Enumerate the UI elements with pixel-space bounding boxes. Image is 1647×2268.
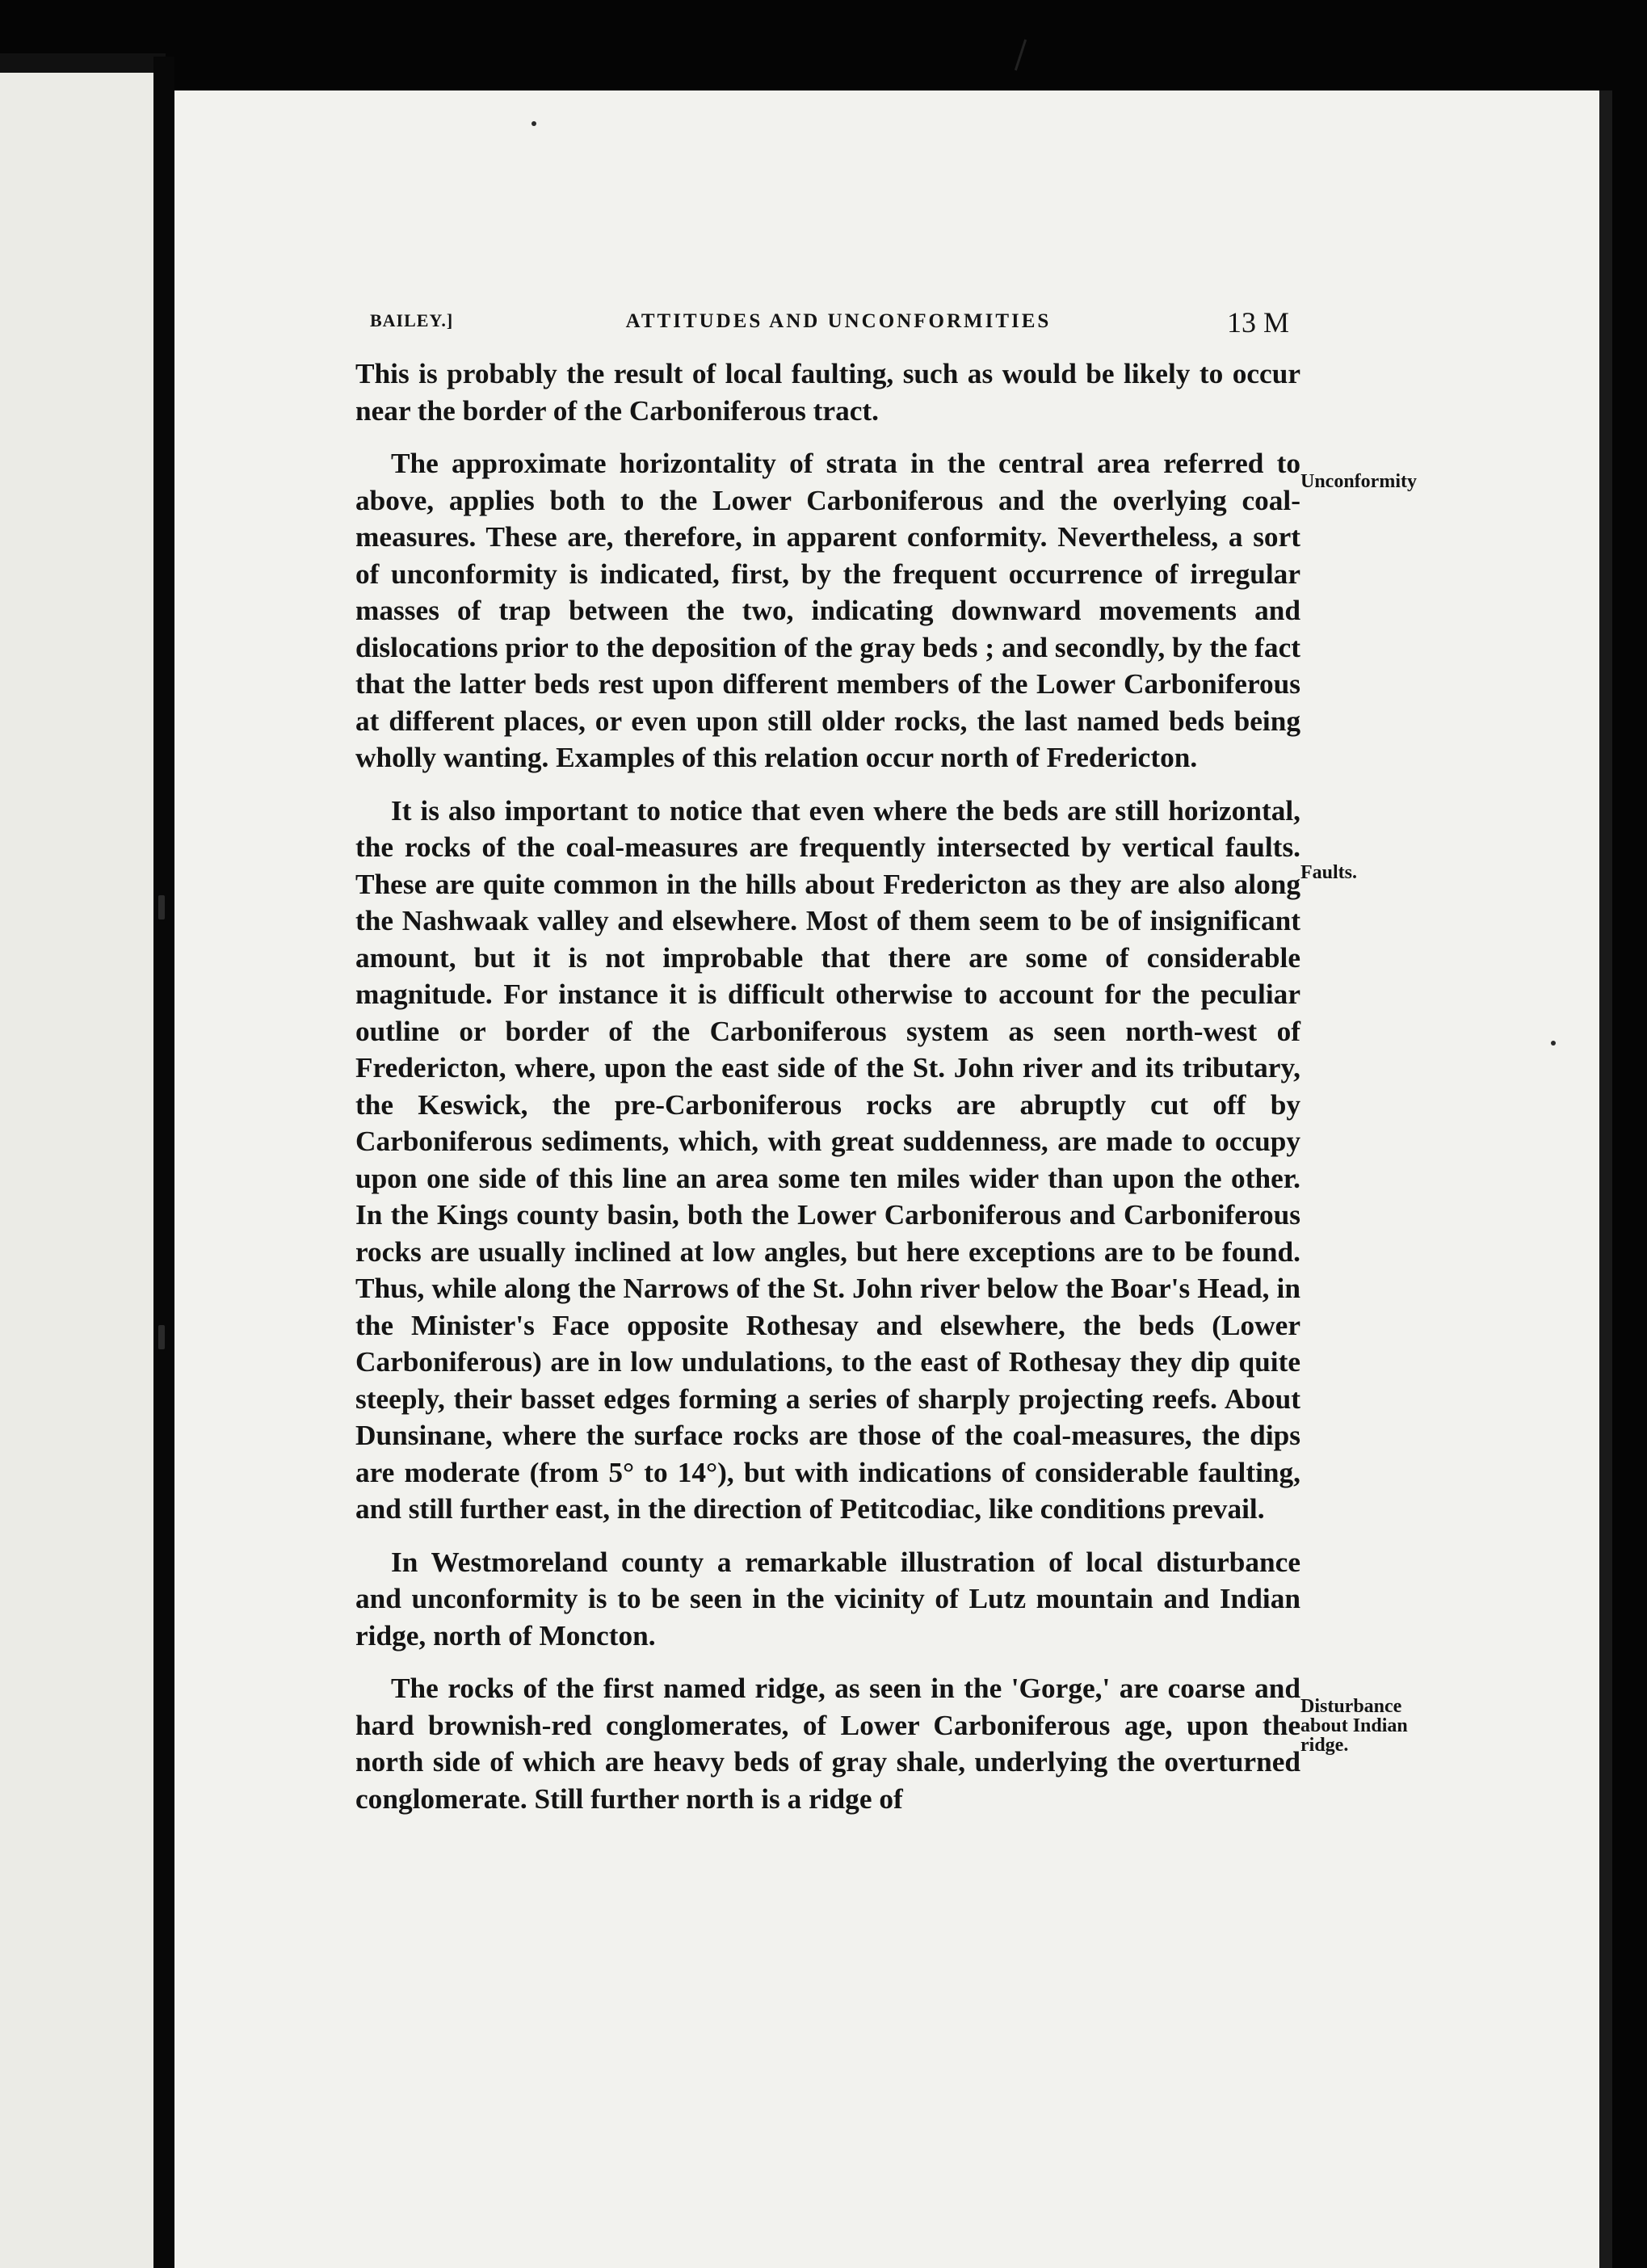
side-note-faults: Faults. <box>1300 862 1358 883</box>
body-text <box>355 356 1300 1833</box>
paragraph: This is probably the result of local faulting, such as would be likely to occur near the border of the Carboniferous tract. <box>355 358 1300 427</box>
previous-page-edge <box>0 53 166 2268</box>
page-number: 13 M <box>1226 306 1289 339</box>
scan-speck <box>158 895 165 919</box>
side-note-disturbance: Disturbance about Indian ridge. <box>1300 1696 1408 1756</box>
scan-scratch <box>1015 40 1027 71</box>
scan-speck <box>158 1325 165 1349</box>
scan-speck <box>531 121 536 126</box>
paragraph: It is also important to notice that even where the beds are still horizontal, the rocks of the coal-measures are frequently intersected by vertical faults. These are quite common in the hills about Fredericton as they are also along the Nashwaak valley and elsewhere. Most of them seem to be of insignificant amount, but it is not improbable that there are some of considerable magnitude. For instance it is difficult otherwise to account for the peculiar outline or border of the Carboniferous system as seen north-west of Fredericton, where, upon the east side of the St. John river and its tributary, the Keswick, the pre-Carboniferous rocks are abruptly cut off by Carboniferous sediments, which, with great suddenness, are made to occupy upon one side of this line an area some ten miles wider than upon the other. In the Kings county basin, both the Lower Carboniferous and Carboniferous rocks are usually inclined at low angles, but here exceptions are to be found. Thus, while along the Narrows of the St. John river below the Boar's Head, in the Minister's Face opposite Rothesay and elsewhere, the beds (Lower Carboniferous) are in low undulations, to the east of Rothesay they dip quite steeply, their basset edges forming a series of sharply projecting reefs. About Dunsinane, where the surface rocks are those of the coal-measures, the dips are moderate (from 5° to 14°), but with indications of considerable faulting, and still further east, in the direction of Petitcodiac, like conditions prevail. <box>355 794 1300 1525</box>
paragraph: The approximate horizontality of strata in the central area referred to above, applies both to the Lower Carboniferous and the overlying coal-measures. These are, therefore, in apparent conformity. Nevertheless, a sort of unconformity is indicated, first, by the frequent occurrence of irregular masses of trap between the two, indicating downward movements and dislocations prior to the deposition of the gray beds ; and secondly, by the fact that the latter beds rest upon different members of the Lower Carboniferous at different places, or even upon still older rocks, the last named beds being wholly wanting. Examples of this relation occur north of Fredericton. <box>355 448 1300 773</box>
paragraph: In Westmoreland county a remarkable illustration of local disturbance and unconformity is to be seen in the vicinity of Lutz mountain and Indian ridge, north of Moncton. <box>355 1546 1300 1652</box>
running-head-title: ATTITUDES AND UNCONFORMITIES <box>625 310 1052 332</box>
scan-border <box>0 53 166 73</box>
side-note-unconformity: Unconformity <box>1300 471 1417 492</box>
paragraph: The rocks of the first named ridge, as seen in the 'Gorge,' are coarse and hard brownish-red conglomerates, of Lower Carboniferous age, upon the north side of which are heavy beds of gray shale, underlying the overturned conglomerate. Still further north is a ridge of <box>355 1673 1300 1815</box>
page-edge-shadow <box>1599 90 1612 2268</box>
scan-speck <box>1551 1041 1556 1046</box>
running-head-author: BAILEY.] <box>370 310 454 330</box>
book-gutter <box>153 57 174 2268</box>
running-head <box>370 305 1307 346</box>
